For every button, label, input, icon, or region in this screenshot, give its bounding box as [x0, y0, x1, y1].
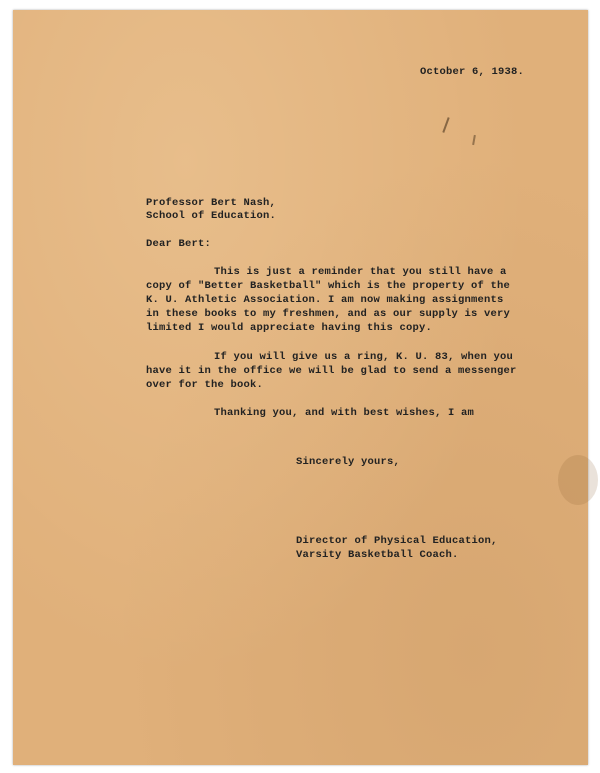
signature-title: Director of Physical Education,	[296, 535, 498, 547]
closing: Sincerely yours,	[296, 456, 401, 468]
body-line: limited I would appreciate having this copy.	[146, 322, 433, 334]
pencil-mark	[472, 135, 476, 145]
letter-date: October 6, 1938.	[420, 66, 525, 78]
body-line: have it in the office we will be glad to send a messenger	[146, 365, 517, 377]
pencil-mark	[442, 117, 449, 133]
body-line: If you will give us a ring, K. U. 83, when you	[214, 351, 514, 363]
signature-title: Varsity Basketball Coach.	[296, 549, 459, 561]
letter-page	[13, 10, 588, 765]
paper-stain	[558, 455, 598, 505]
salutation: Dear Bert:	[146, 238, 212, 250]
recipient-department: School of Education.	[146, 210, 277, 222]
body-line: over for the book.	[146, 379, 264, 391]
body-line: copy of "Better Basketball" which is the property of the	[146, 280, 511, 292]
body-line: Thanking you, and with best wishes, I am	[214, 407, 475, 419]
body-line: K. U. Athletic Association. I am now making assignments	[146, 294, 504, 306]
body-line: This is just a reminder that you still have a	[214, 266, 507, 278]
body-line: in these books to my freshmen, and as our supply is very	[146, 308, 511, 320]
recipient-name: Professor Bert Nash,	[146, 197, 277, 209]
